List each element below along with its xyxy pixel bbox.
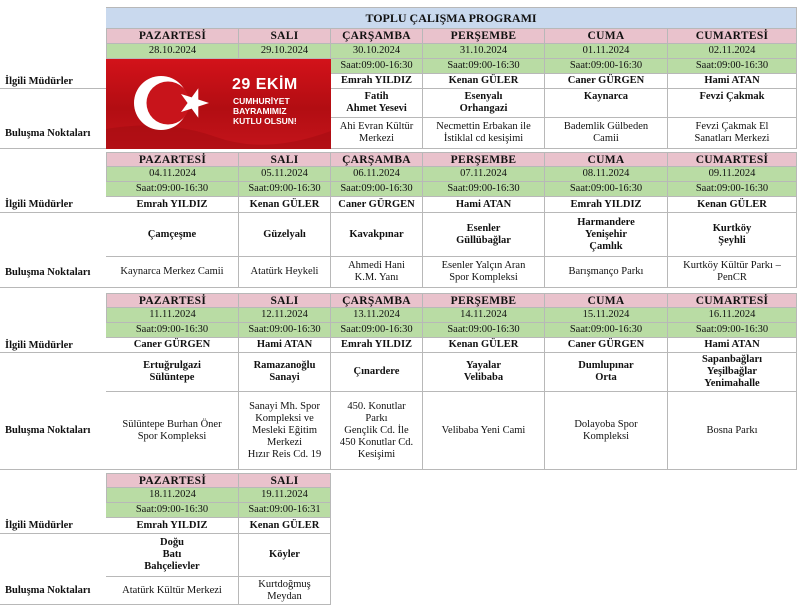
meeting-point-cell — [545, 118, 668, 149]
meeting-point-cell — [668, 257, 797, 288]
manager-cell: Hami ATAN — [423, 197, 545, 213]
meeting-line: Merkezi — [359, 133, 394, 144]
time-cell: Saat:09:00-16:30 — [545, 59, 668, 74]
manager-cell: Caner GÜRGEN — [545, 74, 668, 89]
date-cell: 14.11.2024 — [423, 308, 545, 323]
area-line: Çınardere — [353, 366, 400, 377]
area-cell — [106, 534, 239, 577]
manager-cell: Emrah YILDIZ — [331, 74, 423, 89]
meeting-line: Spor Kompleksi — [137, 430, 207, 442]
time-cell: Saat:09:00-16:30 — [668, 323, 797, 338]
meeting-point-cell — [239, 257, 331, 288]
area-cell — [668, 353, 797, 392]
day-header: PAZARTESİ — [106, 152, 239, 167]
area-line: Çamçeşme — [147, 228, 197, 240]
row-label-meeting: Buluşma Noktaları — [0, 118, 106, 149]
day-header: CUMARTESİ — [668, 29, 797, 44]
day-header: SALI — [239, 29, 331, 44]
area-line: Güzelyalı — [263, 228, 306, 240]
day-header: PERŞEMBE — [423, 152, 545, 167]
meeting-line: K.M. Yanı — [354, 272, 399, 283]
day-header: SALI — [239, 473, 331, 488]
area-line: Harmandere — [577, 216, 635, 228]
meeting-line: Atatürk Kültür Merkezi — [122, 584, 222, 596]
date-cell: 30.10.2024 — [331, 44, 423, 59]
time-cell: Saat:09:00-16:31 — [239, 503, 331, 518]
date-cell: 11.11.2024 — [106, 308, 239, 323]
banner-day: 29 EKİM — [232, 76, 298, 93]
date-cell: 09.11.2024 — [668, 167, 797, 182]
area-line: Sapanbağları — [701, 354, 763, 365]
manager-cell: Hami ATAN — [668, 338, 797, 353]
meeting-line: Bosna Parkı — [706, 424, 758, 436]
time-cell: Saat:09:00-16:30 — [106, 323, 239, 338]
meeting-line: Esenler Yalçın Aran — [441, 260, 526, 271]
area-cell — [423, 89, 545, 118]
turkish-flag-icon — [106, 59, 331, 149]
area-line: Ramazanoğlu — [253, 360, 316, 371]
manager-cell: Emrah YILDIZ — [106, 518, 239, 534]
meeting-point-cell — [423, 392, 545, 470]
area-cell — [239, 353, 331, 392]
meeting-line: Gençlik Cd. İle — [344, 424, 409, 436]
meeting-line: Ahi Evran Kültür — [339, 121, 414, 132]
meeting-line: Sanatları Merkezi — [694, 133, 770, 144]
area-cell — [106, 213, 239, 257]
meeting-line: Spor Kompleksi — [449, 272, 518, 283]
date-cell: 31.10.2024 — [423, 44, 545, 59]
meeting-line: Mesleki Eğitim — [251, 424, 318, 436]
manager-cell: Caner GÜRGEN — [106, 338, 239, 353]
date-cell: 12.11.2024 — [239, 308, 331, 323]
area-line: Yayalar — [466, 360, 501, 371]
manager-cell: Hami ATAN — [239, 338, 331, 353]
day-header: PAZARTESİ — [106, 293, 239, 308]
manager-cell: Kenan GÜLER — [239, 197, 331, 213]
day-header: CUMARTESİ — [668, 152, 797, 167]
date-cell: 08.11.2024 — [545, 167, 668, 182]
day-header: SALI — [239, 293, 331, 308]
time-cell: Saat:09:00-16:30 — [331, 323, 423, 338]
banner-line2: BAYRAMIMIZ — [233, 106, 287, 116]
area-cell — [545, 213, 668, 257]
area-cell — [423, 353, 545, 392]
area-line: Fevzi Çakmak — [699, 91, 765, 102]
meeting-line: Kompleksi — [582, 430, 630, 442]
area-line: Sülüntepe — [149, 372, 195, 383]
date-cell: 18.11.2024 — [106, 488, 239, 503]
time-cell: Saat:09:00-16:30 — [423, 323, 545, 338]
area-line: Köyler — [269, 549, 300, 560]
day-header: CUMA — [545, 29, 668, 44]
area-cell — [239, 213, 331, 257]
day-header: CUMA — [545, 293, 668, 308]
row-label-managers: İlgili Müdürler — [0, 338, 106, 353]
day-header: ÇARŞAMBA — [331, 152, 423, 167]
meeting-line: Kurtdoğmuş — [258, 578, 311, 590]
date-cell: 05.11.2024 — [239, 167, 331, 182]
area-line: Kurtköy — [712, 222, 752, 234]
time-cell: Saat:09:00-16:30 — [423, 59, 545, 74]
area-line: Orhangazi — [459, 103, 508, 114]
row-label-meeting: Buluşma Noktaları — [0, 392, 106, 470]
day-header: ÇARŞAMBA — [331, 293, 423, 308]
day-header: CUMA — [545, 152, 668, 167]
day-header: PAZARTESİ — [106, 473, 239, 488]
manager-cell: Kenan GÜLER — [423, 74, 545, 89]
table-title: TOPLU ÇALIŞMA PROGRAMI — [106, 7, 797, 29]
meeting-point-cell — [106, 577, 239, 605]
day-header: PAZARTESİ — [106, 29, 239, 44]
meeting-line: Camii — [593, 133, 619, 144]
area-line: Kaynarca — [583, 91, 629, 102]
date-cell: 13.11.2024 — [331, 308, 423, 323]
row-label-managers: İlgili Müdürler — [0, 518, 106, 534]
area-line: Orta — [595, 372, 617, 383]
area-cell — [331, 89, 423, 118]
area-line: Kavakpınar — [349, 228, 404, 240]
area-cell — [545, 353, 668, 392]
meeting-line: PenCR — [717, 272, 747, 283]
meeting-line: Kesişimi — [357, 448, 396, 460]
meeting-line: İstiklal cd kesişimi — [443, 133, 524, 144]
meeting-line: Meydan — [267, 590, 302, 602]
meeting-line: Merkezi — [267, 436, 302, 448]
area-cell — [668, 89, 797, 118]
area-line: Velibaba — [463, 372, 504, 383]
meeting-point-cell — [668, 392, 797, 470]
area-line: Ertuğrulgazi — [143, 360, 201, 371]
area-cell — [668, 213, 797, 257]
date-cell: 01.11.2024 — [545, 44, 668, 59]
area-cell — [423, 213, 545, 257]
date-cell: 28.10.2024 — [106, 44, 239, 59]
meeting-line: Atatürk Heykeli — [250, 266, 319, 277]
meeting-point-cell — [423, 257, 545, 288]
manager-cell: Emrah YILDIZ — [545, 197, 668, 213]
time-cell: Saat:09:00-16:30 — [423, 182, 545, 197]
time-cell: Saat:09:00-16:30 — [668, 59, 797, 74]
meeting-line: Fevzi Çakmak El — [695, 121, 769, 132]
area-line: Doğu — [160, 537, 184, 548]
meeting-line: Barışmanço Parkı — [568, 266, 644, 277]
day-header: ÇARŞAMBA — [331, 29, 423, 44]
day-header: CUMARTESİ — [668, 293, 797, 308]
meeting-line: Kaynarca Merkez Camii — [120, 266, 224, 277]
time-cell: Saat:09:00-16:30 — [545, 323, 668, 338]
meeting-line: Dolayoba Spor — [574, 418, 638, 430]
area-line: Yenimahalle — [704, 378, 760, 389]
area-line: Esenler — [466, 222, 501, 234]
area-line: Bahçelievler — [144, 561, 200, 572]
meeting-line: 450. Konutlar — [347, 400, 406, 412]
area-line: Güllübağlar — [456, 234, 511, 246]
time-cell: Saat:09:00-16:30 — [331, 182, 423, 197]
area-cell — [239, 534, 331, 577]
row-label-meeting: Buluşma Noktaları — [0, 577, 106, 605]
meeting-line: Sülüntepe Burhan Öner — [122, 418, 222, 430]
banner-line1: CUMHURİYET — [233, 96, 290, 106]
manager-cell: Caner GÜRGEN — [545, 338, 668, 353]
date-cell: 16.11.2024 — [668, 308, 797, 323]
area-line: Fatih — [364, 91, 389, 102]
time-cell: Saat:09:00-16:30 — [239, 182, 331, 197]
area-cell — [106, 353, 239, 392]
meeting-line: Parkı — [365, 412, 388, 424]
day-header: PERŞEMBE — [423, 293, 545, 308]
meeting-point-cell — [331, 257, 423, 288]
area-line: Ahmet Yesevi — [346, 103, 407, 114]
day-header: SALI — [239, 152, 331, 167]
meeting-point-cell — [545, 392, 668, 470]
manager-cell: Kenan GÜLER — [239, 518, 331, 534]
meeting-line: Ahmedi Hani — [348, 260, 405, 271]
meeting-point-cell — [106, 392, 239, 470]
time-cell: Saat:09:00-16:30 — [106, 182, 239, 197]
date-cell: 07.11.2024 — [423, 167, 545, 182]
time-cell: Saat:09:00-16:30 — [545, 182, 668, 197]
banner-line3: KUTLU OLSUN! — [233, 116, 297, 126]
area-line: Yenişehir — [585, 228, 627, 240]
meeting-point-cell — [239, 577, 331, 605]
date-cell: 29.10.2024 — [239, 44, 331, 59]
row-label-managers: İlgili Müdürler — [0, 197, 106, 213]
manager-cell: Emrah YILDIZ — [331, 338, 423, 353]
time-cell: Saat:09:00-16:30 — [331, 59, 423, 74]
manager-cell: Kenan GÜLER — [668, 197, 797, 213]
time-cell: Saat:09:00-16:30 — [239, 323, 331, 338]
area-cell — [331, 213, 423, 257]
time-cell: Saat:09:00-16:30 — [106, 503, 239, 518]
row-label-managers: İlgili Müdürler — [0, 74, 106, 89]
area-line: Sanayi — [269, 372, 300, 383]
meeting-point-cell — [331, 392, 423, 470]
meeting-point-cell — [545, 257, 668, 288]
date-cell: 04.11.2024 — [106, 167, 239, 182]
row-label-meeting: Buluşma Noktaları — [0, 257, 106, 288]
time-cell: Saat:09:00-16:30 — [668, 182, 797, 197]
meeting-point-cell — [331, 118, 423, 149]
meeting-point-cell — [668, 118, 797, 149]
meeting-line: Necmettin Erbakan ile — [436, 121, 531, 132]
manager-cell: Emrah YILDIZ — [106, 197, 239, 213]
area-line: Yeşilbağlar — [706, 366, 758, 377]
date-cell: 15.11.2024 — [545, 308, 668, 323]
date-cell: 02.11.2024 — [668, 44, 797, 59]
area-line: Esenyalı — [464, 91, 503, 102]
day-header: PERŞEMBE — [423, 29, 545, 44]
meeting-line: Kurtköy Kültür Parkı – — [683, 260, 781, 271]
meeting-point-cell — [106, 257, 239, 288]
meeting-line: Sanayi Mh. Spor — [249, 400, 320, 412]
meeting-line: Velibaba Yeni Cami — [441, 424, 526, 436]
area-line: Batı — [162, 549, 182, 560]
area-line: Dumlupınar — [578, 360, 634, 371]
area-cell — [331, 353, 423, 392]
holiday-banner — [106, 59, 331, 149]
meeting-line: Kompleksi ve — [255, 412, 314, 424]
meeting-line: Hızır Reis Cd. 19 — [247, 448, 322, 460]
date-cell: 06.11.2024 — [331, 167, 423, 182]
meeting-line: Bademlik Gülbeden — [563, 121, 649, 132]
area-line: Şeyhli — [718, 234, 746, 246]
date-cell: 19.11.2024 — [239, 488, 331, 503]
manager-cell: Hami ATAN — [668, 74, 797, 89]
area-line: Çamlık — [589, 240, 623, 252]
meeting-point-cell — [239, 392, 331, 470]
manager-cell: Kenan GÜLER — [423, 338, 545, 353]
area-cell — [545, 89, 668, 118]
manager-cell: Caner GÜRGEN — [331, 197, 423, 213]
meeting-point-cell — [423, 118, 545, 149]
meeting-line: 450 Konutlar Cd. — [339, 436, 414, 448]
